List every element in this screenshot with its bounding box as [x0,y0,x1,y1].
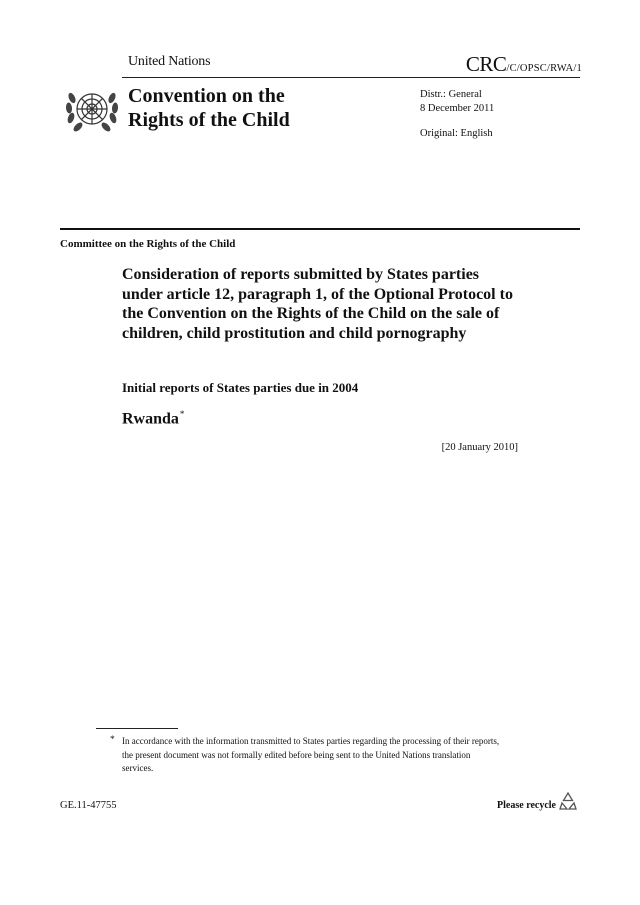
document-subtitle: Initial reports of States parties due in 2004 [122,380,359,395]
footnote-mark: * [110,735,115,745]
symbol-suffix: /C/OPSC/RWA/1 [506,63,582,74]
un-emblem-icon [64,84,120,136]
footnote-rule [96,728,178,729]
masthead-rule [60,228,580,230]
report-date: [20 January 2010] [441,442,518,453]
header-rule [122,77,580,78]
issue-date: 8 December 2011 [420,103,495,114]
treaty-body-name [128,84,290,132]
recycle-icon [558,791,578,811]
treaty-name-line1: Convention on the [128,85,285,107]
footnote-text: In accordance with the information transmitted to States parties regarding the processing of their reports, the present document was not formally edited before being sent to the United Nations translation services. [122,736,500,773]
recycle-label: Please recycle [497,800,556,811]
distribution-block [420,88,494,116]
country-label: Rwanda [122,410,179,428]
treaty-name-line2: Rights of the Child [128,109,290,131]
committee-name: Committee on the Rights of the Child [60,238,236,250]
distribution-status: Distr.: General [420,89,482,100]
country-footnote-mark: * [179,409,185,419]
document-symbol [466,52,582,77]
country-name [122,409,184,428]
symbol-main: CRC [465,52,507,76]
organization-name: United Nations [128,54,211,69]
document-title: Consideration of reports submitted by States parties under article 12, paragraph 1, of the Optional Protocol to the Convention on the Rights of the Child on the sale of children, child prostitution and child pornography [122,266,513,342]
original-language: Original: English [420,128,493,139]
job-number: GE.11-47755 [60,800,117,811]
